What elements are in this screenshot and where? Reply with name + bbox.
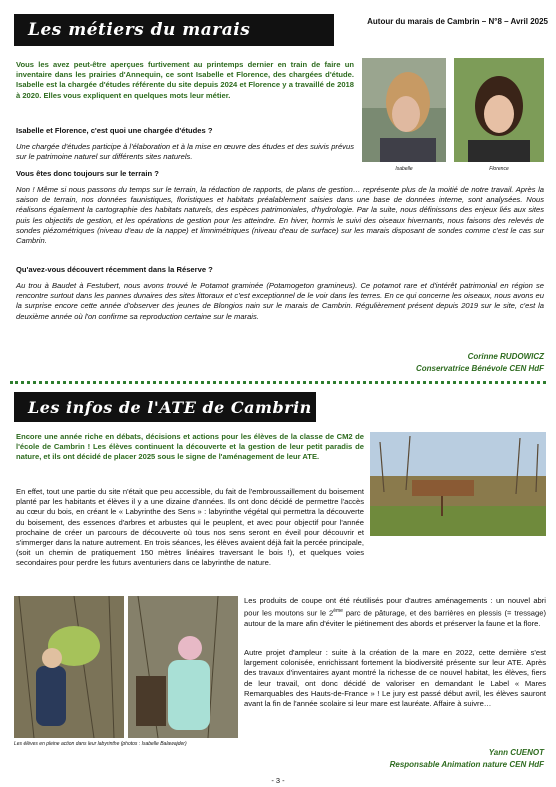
p2-superscript: ème xyxy=(333,608,343,615)
answer-3: Au trou à Baudet à Festubert, nous avons trouvé le Potamot graminée (Potamogeton gramineus). Ce potamot rare et d'intérêt patrimonial en région se rencontre surtout dans les pannes dunaires des sites littoraux et c'est exceptionnel de le voir dans les terres. En ce qui concerne les oiseaux, nous avons eu la surprise encore cette année d'observer des jeunes de Blongios nain sur le marais de Cambrin. Régulièrement présent depuis 2019 sur le site, c'est la deuxième année où l'on confirme sa reproduction certaine sur le marais. xyxy=(16,281,544,321)
signature-2-role: Responsable Animation nature CEN HdF xyxy=(389,760,544,769)
section2-paragraph-3: Autre projet d'ampleur : suite à la création de la mare en 2022, cette dernière s'est largement colonisée, enrichissant fortement la biodiversité présente sur leur ATE. Après des travaux d'inventaires ayant montré la richesse de ce nouvel habitat, les élèves, fiers de leur travail, ont donc décidé de valoriser en demandant le Label « Mares Remarquables des Hauts-de-France » ! Le jury est passé début avril, les élèves sauront avant la fin de l'année scolaire si leur mare est lauréate. Affaire à suivre… xyxy=(244,648,546,709)
section2-paragraph-1-text: En effet, tout une partie du site n'était que peu accessible, du fait de l'embroussaillement du boisement planté par les habitants et élèves il y a une dizaine d'années. Ils ont donc décidé de permettre l'accès au cœur du bois, en créant le « Labyrinthe des Sens » : labyrinthe végétal qui permettra la découverte du boisement, des essences d'arbres et arbustes qui le peuplent, et avec pour objectif pour l'année prochaine de créer un parcours de découverte où tous nos sens seront en éveil pour découvrir et s'immerger dans la nature autrement. En trois séances, les élèves avaient déjà fait la percée principale, (soit un chemin de pratiquement 150 mètres linéaires traversant le bois !), et quelques voies secondaires pour perdre les futurs aventuriers dans ce labyrinthe de nature. xyxy=(16,487,364,568)
section-title-metiers: Les métiers du marais xyxy=(14,14,334,46)
kids-photo-left xyxy=(14,596,124,738)
signature-1-role: Conservatrice Bénévole CEN HdF xyxy=(415,364,544,373)
section2-paragraph-2 xyxy=(244,596,546,629)
portrait-isabelle-photo xyxy=(362,58,446,162)
caption-isabelle: Isabelle xyxy=(395,166,413,172)
question-1: Isabelle et Florence, c'est quoi une chargée d'études ? xyxy=(16,126,213,135)
question-2: Vous êtes donc toujours sur le terrain ? xyxy=(16,169,159,178)
signature-2-name: Yann CUENOT xyxy=(488,748,544,757)
kids-photo-caption: Les élèves en pleine action dans leur labyrinthe (photos : Isabelle Balawajder) xyxy=(14,741,187,747)
caption-florence: Florence xyxy=(489,166,509,172)
portrait-florence-photo xyxy=(454,58,544,162)
p2-part-b: parc de pâturage, et des barrières en plessis (= tressage) autour de la mare afin d'éviter le piétinement des abords et préserver la faune et la flore. xyxy=(244,608,546,628)
issue-label: Autour du marais de Cambrin – N°8 – Avril 2025 xyxy=(367,17,548,26)
answer-2: Non ! Même si nous passons du temps sur le terrain, la rédaction de rapports, de plans de gestion… représente plus de la moitié de notre travail. Après la saison de terrain, nos données faunistiques, floristiques et habitats préalablement saisies dans une base de données interne, sont analysées. Nous réalisons également la cartographie des habitats naturels, des espèces patrimoniales, d'hydrologie. Par la suite, nous définissons des enjeux liés aux sites puis les objectifs de gestion, et les opérations de gestion pour les atteindre. En hiver, hormis le suivi des oiseaux hivernants, nous faisons des relevés de sondes piézométriques (niveau d'eau de la nappe) et limnimétriques (niveau d'eau de surface) sur les marais disposant de sondes comme c'est le cas sur Cambrin. xyxy=(16,185,544,246)
page-number: - 3 - xyxy=(271,776,285,785)
kids-photo-right xyxy=(128,596,238,738)
answer-1: Une chargée d'études participe à l'élaboration et à la mise en œuvre des études et des suivis prévus sur le patrimoine naturel sur différents sites naturels. xyxy=(16,142,354,162)
section-title-ate: Les infos de l'ATE de Cambrin xyxy=(14,392,316,422)
signature-1-name: Corinne RUDOWICZ xyxy=(467,352,544,361)
p2-part-a: Les produits de coupe ont été réutilisés pour d'autres aménagements : un nouvel abri pour les moutons sur le 2 xyxy=(244,596,546,618)
section1-intro: Vous les avez peut-être aperçues furtivement au printemps dernier en train de faire un inventaire dans les prairies d'Annequin, ce sont Isabelle et Florence, des chargées d'étude. Isabelle est la chargée d'études référente du site depuis 2024 et Florence y a travaillé de 2018 à 2020. Elles vous expliquent en quelques mots leur métier. xyxy=(16,60,354,100)
section2-intro: Encore une année riche en débats, décisions et actions pour les élèves de la classe de CM2 de l'école de Cambrin ! Les élèves continuent la découverte et la gestion de leur petit paradis de nature, et ils ont décidé de placer 2025 sous le signe de l'aménagement de leur ATE. xyxy=(16,432,364,462)
question-3: Qu'avez-vous découvert récemment dans la Réserve ? xyxy=(16,265,213,274)
section2-paragraph-1 xyxy=(16,487,544,569)
section-divider xyxy=(10,381,546,384)
